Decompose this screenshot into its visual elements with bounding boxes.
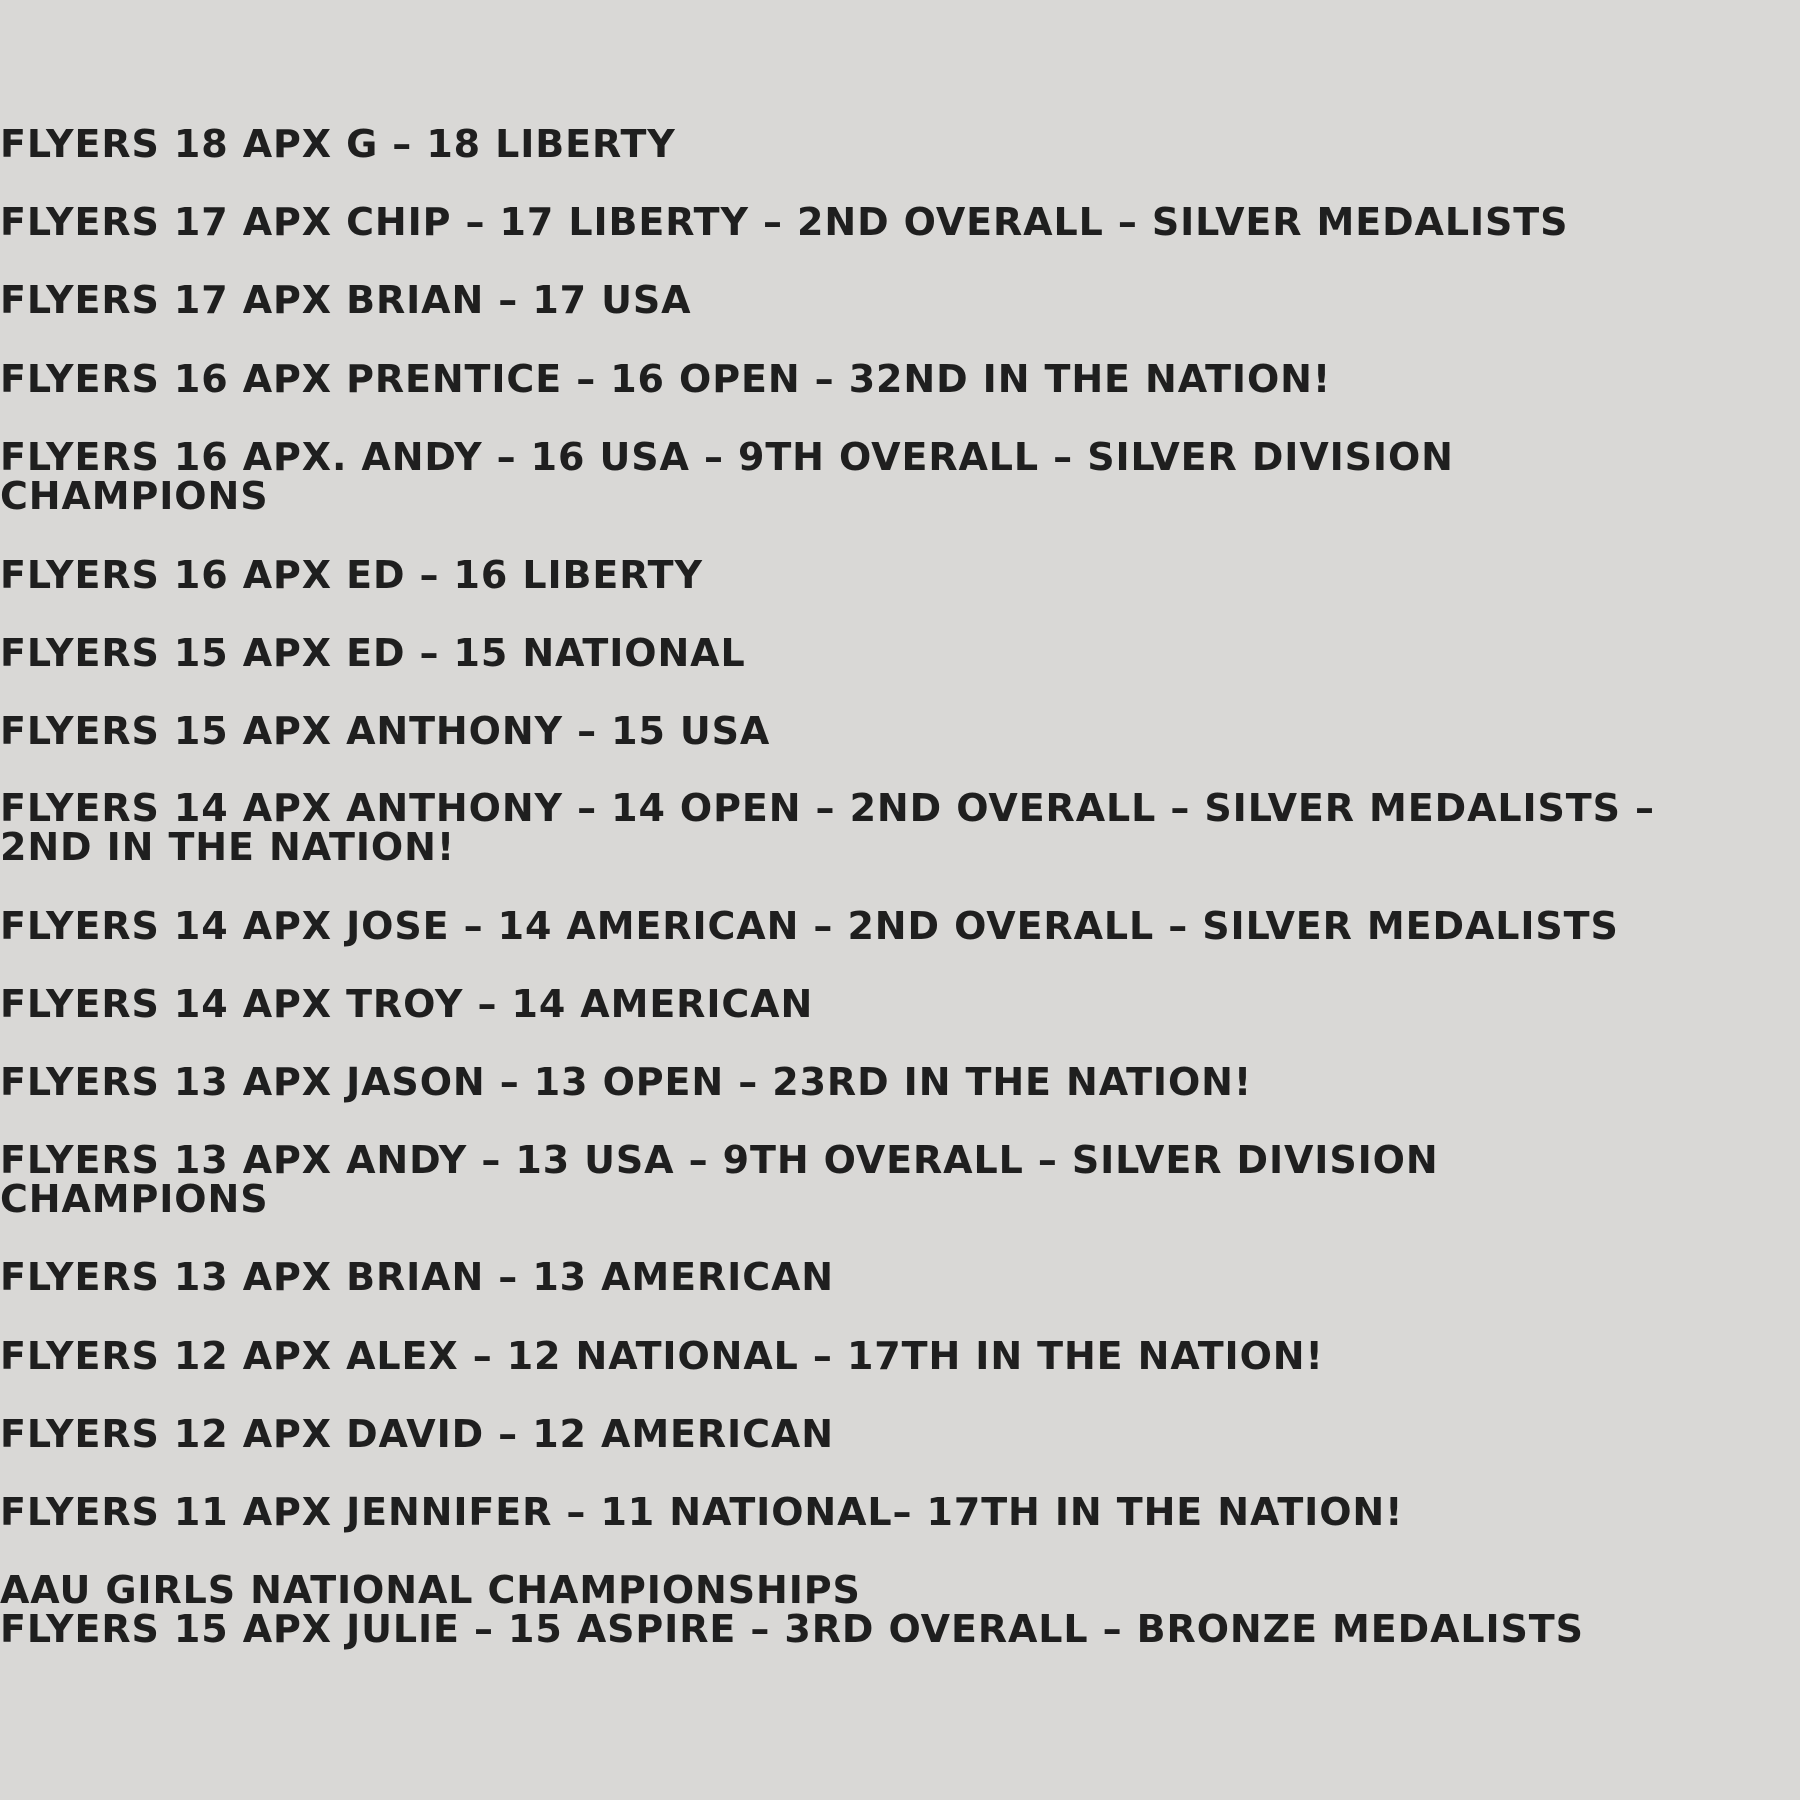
result-line: FLYERS 14 APX TROY – 14 AMERICAN bbox=[0, 982, 814, 1026]
result-line: 2ND IN THE NATION! bbox=[0, 825, 456, 869]
result-line: CHAMPIONS bbox=[0, 474, 269, 518]
result-line: FLYERS 16 APX ED – 16 LIBERTY bbox=[0, 553, 703, 597]
result-line: FLYERS 17 APX BRIAN – 17 USA bbox=[0, 278, 692, 322]
result-line: CHAMPIONS bbox=[0, 1177, 269, 1221]
result-line: FLYERS 13 APX JASON – 13 OPEN – 23RD IN THE NATION! bbox=[0, 1060, 1253, 1104]
result-line: FLYERS 15 APX ED – 15 NATIONAL bbox=[0, 631, 746, 675]
result-line: FLYERS 13 APX ANDY – 13 USA – 9TH OVERALL – SILVER DIVISION bbox=[0, 1138, 1439, 1182]
result-line: FLYERS 16 APX PRENTICE – 16 OPEN – 32ND IN THE NATION! bbox=[0, 357, 1332, 401]
result-line: FLYERS 16 APX. ANDY – 16 USA – 9TH OVERALL – SILVER DIVISION bbox=[0, 435, 1454, 479]
result-line: FLYERS 12 APX DAVID – 12 AMERICAN bbox=[0, 1412, 834, 1456]
result-line: FLYERS 14 APX JOSE – 14 AMERICAN – 2ND OVERALL – SILVER MEDALISTS bbox=[0, 904, 1619, 948]
result-line: AAU GIRLS NATIONAL CHAMPIONSHIPS bbox=[0, 1568, 861, 1612]
result-line: FLYERS 11 APX JENNIFER – 11 NATIONAL– 17TH IN THE NATION! bbox=[0, 1490, 1404, 1534]
result-line: FLYERS 12 APX ALEX – 12 NATIONAL – 17TH IN THE NATION! bbox=[0, 1334, 1324, 1378]
result-line: FLYERS 18 APX G – 18 LIBERTY bbox=[0, 122, 676, 166]
result-line: FLYERS 17 APX CHIP – 17 LIBERTY – 2ND OVERALL – SILVER MEDALISTS bbox=[0, 200, 1569, 244]
result-line: FLYERS 15 APX ANTHONY – 15 USA bbox=[0, 709, 771, 753]
result-line: FLYERS 15 APX JULIE – 15 ASPIRE – 3RD OVERALL – BRONZE MEDALISTS bbox=[0, 1607, 1584, 1651]
result-line: FLYERS 13 APX BRIAN – 13 AMERICAN bbox=[0, 1255, 835, 1299]
result-line: FLYERS 14 APX ANTHONY – 14 OPEN – 2ND OVERALL – SILVER MEDALISTS – bbox=[0, 786, 1655, 830]
